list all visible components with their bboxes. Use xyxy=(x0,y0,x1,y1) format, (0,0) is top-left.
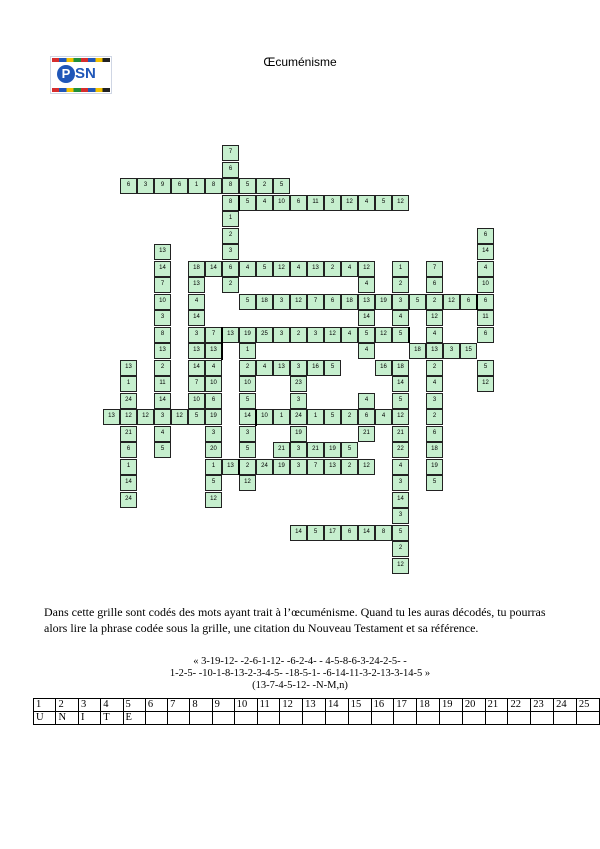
grid-cell[interactable]: 13 xyxy=(222,327,239,343)
grid-cell[interactable]: 5 xyxy=(358,327,375,343)
grid-cell[interactable]: 21 xyxy=(392,426,409,442)
grid-cell[interactable]: 12 xyxy=(137,409,154,425)
answer-letter-cell[interactable] xyxy=(417,712,440,725)
grid-cell[interactable]: 16 xyxy=(307,360,324,376)
grid-cell[interactable]: 13 xyxy=(154,244,171,260)
grid-cell[interactable]: 6 xyxy=(222,261,239,277)
grid-cell[interactable]: 14 xyxy=(392,376,409,392)
grid-cell[interactable]: 7 xyxy=(154,277,171,293)
grid-cell[interactable]: 14 xyxy=(239,409,256,425)
answer-letter-cell[interactable] xyxy=(168,712,190,725)
answer-letter-cell[interactable] xyxy=(190,712,212,725)
answer-letter-cell[interactable]: N xyxy=(56,712,78,725)
grid-cell[interactable]: 5 xyxy=(256,261,273,277)
grid-cell[interactable]: 8 xyxy=(222,195,239,211)
grid-cell[interactable]: 5 xyxy=(205,475,222,491)
grid-cell[interactable]: 2 xyxy=(426,409,443,425)
answer-number-cell: 16 xyxy=(371,699,394,712)
grid-cell[interactable]: 11 xyxy=(307,195,324,211)
grid-cell[interactable]: 24 xyxy=(290,409,307,425)
grid-cell[interactable]: 3 xyxy=(290,442,307,458)
grid-cell[interactable]: 6 xyxy=(120,178,137,194)
grid-cell[interactable]: 4 xyxy=(239,261,256,277)
grid-cell[interactable]: 4 xyxy=(256,195,273,211)
answer-number-cell: 18 xyxy=(417,699,440,712)
answer-number-cell: 25 xyxy=(576,699,599,712)
grid-cell[interactable]: 5 xyxy=(154,442,171,458)
grid-cell[interactable]: 2 xyxy=(290,327,307,343)
grid-cell[interactable]: 14 xyxy=(290,525,307,541)
grid-cell[interactable]: 1 xyxy=(239,343,256,359)
grid-cell[interactable]: 12 xyxy=(239,475,256,491)
answer-letter-cell[interactable] xyxy=(371,712,394,725)
grid-cell[interactable]: 14 xyxy=(188,360,205,376)
grid-cell[interactable]: 2 xyxy=(426,294,443,310)
grid-cell[interactable]: 13 xyxy=(205,343,222,359)
grid-cell[interactable]: 3 xyxy=(324,195,341,211)
answer-letter-cell[interactable] xyxy=(325,712,348,725)
grid-cell[interactable]: 8 xyxy=(205,178,222,194)
answer-table xyxy=(33,698,600,725)
coded-phrase xyxy=(0,656,600,692)
grid-cell[interactable]: 6 xyxy=(358,409,375,425)
grid-cell[interactable]: 4 xyxy=(290,261,307,277)
grid-cell[interactable]: 14 xyxy=(358,525,375,541)
grid-cell[interactable]: 5 xyxy=(307,525,324,541)
answer-letters-row xyxy=(34,712,600,725)
instructions-text: Dans cette grille sont codés des mots ayant trait à l’œcuménisme. Quand tu les auras décodés, tu pourras alors lire la phrase codée sous la grille, une citation du Nouveau Testament et sa référence. xyxy=(44,605,546,635)
grid-cell[interactable]: 14 xyxy=(205,261,222,277)
grid-cell[interactable]: 8 xyxy=(154,327,171,343)
grid-cell[interactable]: 6 xyxy=(205,393,222,409)
grid-cell[interactable]: 7 xyxy=(205,327,222,343)
grid-cell[interactable]: 4 xyxy=(392,459,409,475)
grid-cell[interactable]: 19 xyxy=(273,459,290,475)
grid-cell[interactable]: 19 xyxy=(290,426,307,442)
grid-cell[interactable]: 18 xyxy=(392,360,409,376)
grid-cell[interactable]: 3 xyxy=(154,310,171,326)
answer-number-cell: 23 xyxy=(531,699,554,712)
answer-number-cell: 17 xyxy=(394,699,417,712)
grid-cell[interactable]: 12 xyxy=(426,310,443,326)
grid-cell[interactable]: 18 xyxy=(188,261,205,277)
answer-letter-cell[interactable] xyxy=(212,712,234,725)
grid-cell[interactable]: 11 xyxy=(154,376,171,392)
answer-number-cell: 4 xyxy=(101,699,123,712)
grid-cell[interactable]: 3 xyxy=(290,360,307,376)
grid-cell[interactable]: 2 xyxy=(154,360,171,376)
grid-cell[interactable]: 11 xyxy=(477,310,494,326)
grid-cell[interactable]: 10 xyxy=(477,277,494,293)
answer-letter-cell[interactable]: U xyxy=(34,712,56,725)
grid-cell[interactable]: 3 xyxy=(392,475,409,491)
grid-cell[interactable]: 4 xyxy=(256,360,273,376)
grid-cell[interactable]: 3 xyxy=(392,508,409,524)
answer-letter-cell[interactable] xyxy=(280,712,303,725)
grid-cell[interactable]: 12 xyxy=(358,261,375,277)
grid-cell[interactable]: 6 xyxy=(477,228,494,244)
grid-cell[interactable]: 3 xyxy=(222,244,239,260)
grid-cell[interactable]: 1 xyxy=(205,459,222,475)
grid-cell[interactable]: 6 xyxy=(426,426,443,442)
grid-cell[interactable]: 4 xyxy=(205,360,222,376)
grid-cell[interactable]: 13 xyxy=(426,343,443,359)
grid-cell[interactable]: 4 xyxy=(358,277,375,293)
grid-cell[interactable]: 10 xyxy=(239,376,256,392)
grid-cell[interactable]: 5 xyxy=(324,360,341,376)
grid-cell[interactable]: 3 xyxy=(426,393,443,409)
answer-letter-cell[interactable] xyxy=(394,712,417,725)
grid-cell[interactable]: 25 xyxy=(256,327,273,343)
answer-number-cell: 12 xyxy=(280,699,303,712)
grid-cell[interactable]: 13 xyxy=(222,459,239,475)
grid-cell[interactable]: 4 xyxy=(392,310,409,326)
grid-cell[interactable]: 5 xyxy=(341,442,358,458)
grid-cell[interactable]: 4 xyxy=(341,327,358,343)
grid-cell[interactable]: 3 xyxy=(290,459,307,475)
grid-cell[interactable]: 3 xyxy=(392,294,409,310)
grid-cell[interactable]: 18 xyxy=(341,294,358,310)
grid-cell[interactable]: 13 xyxy=(307,261,324,277)
grid-cell[interactable]: 13 xyxy=(120,360,137,376)
answer-number-cell: 5 xyxy=(123,699,145,712)
grid-cell[interactable]: 6 xyxy=(324,294,341,310)
grid-cell[interactable]: 5 xyxy=(239,178,256,194)
grid-cell[interactable]: 21 xyxy=(273,442,290,458)
grid-cell[interactable]: 14 xyxy=(477,244,494,260)
grid-cell[interactable]: 5 xyxy=(477,360,494,376)
grid-cell[interactable]: 5 xyxy=(239,442,256,458)
grid-cell[interactable]: 3 xyxy=(205,426,222,442)
grid-cell[interactable]: 4 xyxy=(375,409,392,425)
word-separator xyxy=(238,459,240,476)
grid-cell[interactable]: 21 xyxy=(307,442,324,458)
grid-cell[interactable]: 12 xyxy=(324,327,341,343)
grid-cell[interactable]: 19 xyxy=(205,409,222,425)
answer-letter-cell[interactable] xyxy=(145,712,167,725)
answer-number-cell: 20 xyxy=(462,699,485,712)
grid-cell[interactable]: 12 xyxy=(392,558,409,574)
grid-cell[interactable]: 3 xyxy=(290,393,307,409)
grid-cell[interactable]: 12 xyxy=(120,409,137,425)
grid-cell[interactable]: 14 xyxy=(188,310,205,326)
grid-cell[interactable]: 24 xyxy=(120,492,137,508)
grid-cell[interactable]: 2 xyxy=(222,277,239,293)
grid-cell[interactable]: 3 xyxy=(154,409,171,425)
answer-number-cell: 15 xyxy=(348,699,371,712)
grid-cell[interactable]: 24 xyxy=(256,459,273,475)
grid-cell[interactable]: 1 xyxy=(120,376,137,392)
word-separator xyxy=(221,343,223,360)
grid-cell[interactable]: 4 xyxy=(426,327,443,343)
grid-cell[interactable]: 14 xyxy=(154,261,171,277)
answer-letter-cell[interactable] xyxy=(462,712,485,725)
answer-number-cell: 19 xyxy=(440,699,463,712)
grid-cell[interactable]: 3 xyxy=(188,327,205,343)
grid-cell[interactable]: 12 xyxy=(375,327,392,343)
word-separator xyxy=(255,409,257,426)
answer-letter-cell[interactable]: I xyxy=(78,712,100,725)
grid-cell[interactable]: 14 xyxy=(120,475,137,491)
answer-number-cell: 11 xyxy=(257,699,280,712)
answer-letter-cell[interactable]: T xyxy=(101,712,123,725)
grid-cell[interactable]: 7 xyxy=(307,459,324,475)
grid-cell[interactable]: 12 xyxy=(443,294,460,310)
answer-number-cell: 6 xyxy=(145,699,167,712)
grid-cell[interactable]: 3 xyxy=(273,294,290,310)
grid-cell[interactable]: 10 xyxy=(273,195,290,211)
answer-letter-cell[interactable] xyxy=(440,712,463,725)
answer-number-cell: 2 xyxy=(56,699,78,712)
grid-cell[interactable]: 12 xyxy=(171,409,188,425)
grid-cell[interactable]: 13 xyxy=(154,343,171,359)
grid-cell[interactable]: 7 xyxy=(426,261,443,277)
grid-cell[interactable]: 6 xyxy=(341,525,358,541)
grid-cell[interactable]: 6 xyxy=(477,327,494,343)
answer-number-cell: 21 xyxy=(485,699,508,712)
grid-cell[interactable]: 8 xyxy=(222,178,239,194)
grid-cell[interactable]: 3 xyxy=(273,327,290,343)
grid-cell[interactable]: 5 xyxy=(392,393,409,409)
grid-cell[interactable]: 24 xyxy=(120,393,137,409)
grid-cell[interactable]: 1 xyxy=(222,211,239,227)
grid-cell[interactable]: 4 xyxy=(358,393,375,409)
grid-cell[interactable]: 2 xyxy=(341,409,358,425)
grid-cell[interactable]: 18 xyxy=(256,294,273,310)
grid-cell[interactable]: 6 xyxy=(290,195,307,211)
grid-cell[interactable]: 10 xyxy=(154,294,171,310)
grid-cell[interactable]: 12 xyxy=(290,294,307,310)
grid-cell[interactable]: 3 xyxy=(443,343,460,359)
grid-cell[interactable]: 12 xyxy=(341,195,358,211)
code-line: 1-2-5- -10-1-8-13-2-3-4-5- -18-5-1- -6-14-11-3-2-13-3-14-5 » xyxy=(169,668,431,679)
grid-cell[interactable]: 5 xyxy=(239,195,256,211)
answer-letter-cell[interactable] xyxy=(554,712,577,725)
answer-number-cell: 10 xyxy=(234,699,257,712)
grid-cell[interactable]: 2 xyxy=(239,459,256,475)
grid-cell[interactable]: 12 xyxy=(392,409,409,425)
grid-cell[interactable]: 19 xyxy=(426,459,443,475)
code-line: « 3-19-12- -2-6-1-12- -6-2-4- - 4-5-8-6-3-24-2-5- - xyxy=(193,656,407,667)
logo-text: SN xyxy=(75,65,96,82)
grid-cell[interactable]: 19 xyxy=(324,442,341,458)
grid-cell[interactable]: 1 xyxy=(392,261,409,277)
grid-cell[interactable]: 5 xyxy=(426,475,443,491)
grid-cell[interactable]: 14 xyxy=(392,492,409,508)
grid-cell[interactable]: 4 xyxy=(426,376,443,392)
grid-cell[interactable]: 3 xyxy=(137,178,154,194)
logo-letter: P xyxy=(57,65,75,83)
grid-cell[interactable]: 2 xyxy=(256,178,273,194)
grid-cell[interactable]: 6 xyxy=(477,294,494,310)
answer-number-cell: 9 xyxy=(212,699,234,712)
grid-cell[interactable]: 5 xyxy=(409,294,426,310)
grid-cell[interactable]: 18 xyxy=(426,442,443,458)
answer-number-cell: 13 xyxy=(303,699,326,712)
grid-cell[interactable]: 5 xyxy=(324,409,341,425)
answer-letter-cell[interactable] xyxy=(257,712,280,725)
grid-cell[interactable]: 5 xyxy=(273,178,290,194)
grid-cell[interactable]: 2 xyxy=(222,228,239,244)
grid-cell[interactable]: 13 xyxy=(273,360,290,376)
grid-cell[interactable]: 5 xyxy=(392,327,409,343)
grid-cell[interactable]: 7 xyxy=(188,376,205,392)
answer-letter-cell[interactable] xyxy=(576,712,599,725)
grid-cell[interactable]: 4 xyxy=(477,261,494,277)
grid-cell[interactable]: 12 xyxy=(273,261,290,277)
grid-cell[interactable]: 9 xyxy=(154,178,171,194)
grid-cell[interactable]: 21 xyxy=(120,426,137,442)
answer-number-cell: 3 xyxy=(78,699,100,712)
answer-number-cell: 14 xyxy=(325,699,348,712)
grid-cell[interactable]: 20 xyxy=(205,442,222,458)
grid-cell[interactable]: 10 xyxy=(256,409,273,425)
answer-number-cell: 8 xyxy=(190,699,212,712)
code-line: (13-7-4-5-12- -N-M,n) xyxy=(252,680,348,691)
grid-cell[interactable]: 18 xyxy=(409,343,426,359)
answer-number-cell: 24 xyxy=(554,699,577,712)
grid-cell[interactable]: 4 xyxy=(358,343,375,359)
grid-cell[interactable]: 22 xyxy=(392,442,409,458)
grid-cell[interactable]: 23 xyxy=(290,376,307,392)
grid-cell[interactable]: 2 xyxy=(426,360,443,376)
answer-number-cell: 7 xyxy=(168,699,190,712)
word-separator xyxy=(238,195,240,212)
grid-cell[interactable]: 6 xyxy=(120,442,137,458)
grid-cell[interactable]: 7 xyxy=(222,145,239,161)
grid-cell[interactable]: 2 xyxy=(392,277,409,293)
grid-cell[interactable]: 5 xyxy=(239,294,256,310)
grid-cell[interactable]: 12 xyxy=(392,195,409,211)
word-separator xyxy=(476,294,478,311)
grid-cell[interactable]: 4 xyxy=(188,294,205,310)
grid-cell[interactable]: 6 xyxy=(460,294,477,310)
grid-cell[interactable]: 2 xyxy=(392,541,409,557)
grid-cell[interactable]: 13 xyxy=(358,294,375,310)
grid-cell[interactable]: 10 xyxy=(188,393,205,409)
grid-cell[interactable]: 6 xyxy=(171,178,188,194)
grid-cell[interactable]: 3 xyxy=(307,327,324,343)
word-separator xyxy=(408,327,410,344)
grid-cell[interactable]: 12 xyxy=(205,492,222,508)
answer-letter-cell[interactable] xyxy=(303,712,326,725)
grid-cell[interactable]: 21 xyxy=(358,426,375,442)
grid-cell[interactable]: 13 xyxy=(188,343,205,359)
grid-cell[interactable]: 17 xyxy=(324,525,341,541)
grid-cell[interactable]: 1 xyxy=(273,409,290,425)
grid-cell[interactable]: 10 xyxy=(205,376,222,392)
grid-cell[interactable]: 16 xyxy=(375,360,392,376)
grid-cell[interactable]: 4 xyxy=(341,261,358,277)
grid-cell[interactable]: 2 xyxy=(239,360,256,376)
answer-number-cell: 22 xyxy=(508,699,531,712)
grid-cell[interactable]: 6 xyxy=(426,277,443,293)
grid-cell[interactable]: 1 xyxy=(307,409,324,425)
grid-cell[interactable]: 5 xyxy=(392,525,409,541)
grid-cell[interactable]: 14 xyxy=(154,393,171,409)
answer-number-cell: 1 xyxy=(34,699,56,712)
grid-cell[interactable]: 2 xyxy=(341,459,358,475)
answer-letter-cell[interactable] xyxy=(508,712,531,725)
grid-cell[interactable]: 13 xyxy=(324,459,341,475)
grid-cell[interactable]: 1 xyxy=(188,178,205,194)
grid-cell[interactable]: 5 xyxy=(188,409,205,425)
grid-cell[interactable]: 12 xyxy=(477,376,494,392)
grid-cell[interactable]: 12 xyxy=(358,459,375,475)
grid-cell[interactable]: 4 xyxy=(358,195,375,211)
answer-letter-cell[interactable]: E xyxy=(123,712,145,725)
answer-letter-cell[interactable] xyxy=(531,712,554,725)
grid-cell[interactable]: 4 xyxy=(154,426,171,442)
word-separator xyxy=(221,327,223,344)
grid-cell[interactable]: 3 xyxy=(239,426,256,442)
grid-cell[interactable]: 14 xyxy=(358,310,375,326)
grid-cell[interactable]: 5 xyxy=(375,195,392,211)
grid-cell[interactable]: 5 xyxy=(239,393,256,409)
grid-cell[interactable]: 8 xyxy=(375,525,392,541)
grid-cell[interactable]: 13 xyxy=(188,277,205,293)
grid-cell[interactable]: 6 xyxy=(222,162,239,178)
grid-cell[interactable]: 1 xyxy=(120,459,137,475)
grid-cell[interactable]: 13 xyxy=(103,409,120,425)
grid-cell[interactable]: 7 xyxy=(307,294,324,310)
answer-letter-cell[interactable] xyxy=(348,712,371,725)
grid-cell[interactable]: 15 xyxy=(460,343,477,359)
grid-cell[interactable]: 19 xyxy=(239,327,256,343)
grid-cell[interactable]: 19 xyxy=(375,294,392,310)
answer-numbers-row xyxy=(34,699,600,712)
page-title: Œcuménisme xyxy=(263,55,337,69)
grid-cell[interactable]: 2 xyxy=(324,261,341,277)
answer-letter-cell[interactable] xyxy=(485,712,508,725)
answer-letter-cell[interactable] xyxy=(234,712,257,725)
